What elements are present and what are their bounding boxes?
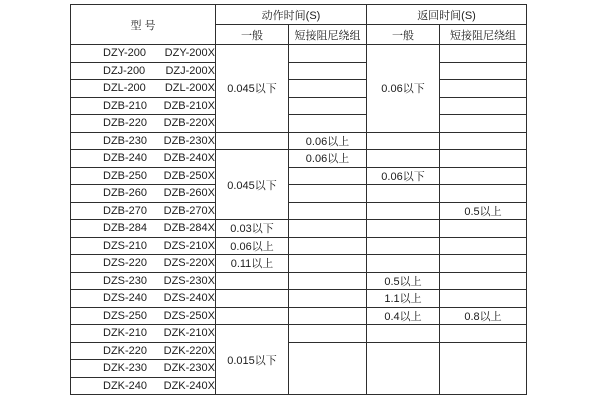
return-damped-cell: 0.8以上 xyxy=(440,307,527,325)
table-row xyxy=(71,202,527,220)
return-damped-cell xyxy=(440,220,527,238)
model-name-x: DZB-284X xyxy=(163,222,215,235)
model-cell xyxy=(71,360,216,378)
model-name: DZK-230 xyxy=(103,362,148,375)
table-row xyxy=(71,220,527,238)
header-return-general: 一般 xyxy=(367,25,440,45)
header-action-time: 动作时间(S) xyxy=(216,5,367,25)
return-damped-cell xyxy=(440,80,527,98)
action-damped-cell xyxy=(289,167,367,185)
model-cell xyxy=(71,80,216,98)
table-row xyxy=(71,115,527,133)
action-damped-cell xyxy=(289,237,367,255)
header-return-damped: 短接阻尼绕组 xyxy=(440,25,527,45)
relay-timing-table-container xyxy=(70,4,527,395)
model-name: DZB-230 xyxy=(103,134,148,147)
action-general-cell xyxy=(216,272,289,290)
model-cell xyxy=(71,307,216,325)
table-row xyxy=(71,255,527,273)
model-name-x: DZS-250X xyxy=(163,309,215,322)
model-name: DZK-240 xyxy=(103,379,148,392)
return-general-cell xyxy=(367,185,440,203)
action-damped-cell xyxy=(289,202,367,220)
model-cell xyxy=(71,290,216,308)
model-cell xyxy=(71,255,216,273)
model-name: DZS-220 xyxy=(103,257,148,270)
return-damped-cell xyxy=(440,150,527,168)
table-row xyxy=(71,290,527,308)
action-general-cell: 0.11以上 xyxy=(216,255,289,273)
model-cell xyxy=(71,167,216,185)
action-general-cell: 0.045以下 xyxy=(216,45,289,133)
return-general-cell xyxy=(367,202,440,220)
model-name: DZB-220 xyxy=(103,117,148,130)
action-damped-cell xyxy=(289,80,367,98)
model-cell xyxy=(71,325,216,343)
table-row xyxy=(71,80,527,98)
table-row xyxy=(71,272,527,290)
model-name-x: DZY-200X xyxy=(164,47,215,60)
action-general-cell: 0.03以下 xyxy=(216,220,289,238)
model-cell xyxy=(71,185,216,203)
model-name-x: DZK-240X xyxy=(163,379,215,392)
action-damped-cell xyxy=(289,115,367,133)
model-cell xyxy=(71,377,216,395)
return-general-cell xyxy=(367,220,440,238)
model-cell xyxy=(71,237,216,255)
action-damped-cell xyxy=(289,255,367,273)
action-damped-cell xyxy=(289,62,367,80)
model-name: DZB-260 xyxy=(103,187,148,200)
action-damped-cell: 0.06以上 xyxy=(289,132,367,150)
return-damped-cell xyxy=(440,237,527,255)
model-name-x: DZB-220X xyxy=(163,117,215,130)
table-row xyxy=(71,307,527,325)
return-general-cell: 0.06以下 xyxy=(367,45,440,133)
header-model: 型 号 xyxy=(71,5,216,45)
return-damped-cell xyxy=(440,342,527,395)
return-damped-cell xyxy=(440,167,527,185)
model-name-x: DZS-230X xyxy=(163,274,215,287)
model-name: DZK-220 xyxy=(103,344,148,357)
action-general-cell xyxy=(216,290,289,308)
model-name-x: DZB-260X xyxy=(163,187,215,200)
header-action-damped: 短接阻尼绕组 xyxy=(289,25,367,45)
table-row xyxy=(71,167,527,185)
return-damped-cell xyxy=(440,255,527,273)
action-general-cell xyxy=(216,307,289,325)
action-damped-cell xyxy=(289,290,367,308)
model-name: DZS-210 xyxy=(103,239,148,252)
model-cell xyxy=(71,202,216,220)
model-cell xyxy=(71,150,216,168)
action-damped-cell xyxy=(289,220,367,238)
model-name: DZJ-200 xyxy=(103,64,146,77)
return-general-cell: 1.1以上 xyxy=(367,290,440,308)
action-general-cell: 0.015以下 xyxy=(216,325,289,395)
table-row xyxy=(71,62,527,80)
model-name-x: DZK-230X xyxy=(163,362,215,375)
action-damped-cell xyxy=(289,45,367,63)
action-damped-cell xyxy=(289,97,367,115)
model-name: DZL-200 xyxy=(103,82,146,95)
table-row xyxy=(71,97,527,115)
action-damped-cell xyxy=(289,272,367,290)
model-name-x: DZS-210X xyxy=(163,239,215,252)
model-name-x: DZB-210X xyxy=(163,99,215,112)
action-general-cell: 0.045以下 xyxy=(216,150,289,220)
return-damped-cell xyxy=(440,97,527,115)
model-name-x: DZS-240X xyxy=(163,292,215,305)
table-row xyxy=(71,150,527,168)
model-name: DZB-250 xyxy=(103,169,148,182)
model-name: DZS-240 xyxy=(103,292,148,305)
header-row-groups xyxy=(71,5,527,25)
return-general-cell xyxy=(367,132,440,150)
model-cell xyxy=(71,272,216,290)
model-name: DZB-210 xyxy=(103,99,148,112)
model-name: DZS-230 xyxy=(103,274,148,287)
model-cell xyxy=(71,132,216,150)
action-damped-cell xyxy=(289,325,367,343)
return-general-cell xyxy=(367,255,440,273)
table-row xyxy=(71,325,527,343)
header-return-time: 返回时间(S) xyxy=(367,5,527,25)
table-row xyxy=(71,185,527,203)
model-name: DZY-200 xyxy=(103,47,147,60)
model-name-x: DZJ-200X xyxy=(165,64,215,77)
action-damped-cell xyxy=(289,307,367,325)
return-damped-cell xyxy=(440,325,527,343)
model-name-x: DZS-220X xyxy=(163,257,215,270)
model-cell xyxy=(71,342,216,360)
model-name-x: DZK-210X xyxy=(163,327,215,340)
model-name: DZB-240 xyxy=(103,152,148,165)
model-name-x: DZB-230X xyxy=(163,134,215,147)
return-general-cell xyxy=(367,237,440,255)
action-general-cell xyxy=(216,132,289,150)
model-name-x: DZK-220X xyxy=(163,344,215,357)
return-general-cell: 0.06以下 xyxy=(367,167,440,185)
return-damped-cell xyxy=(440,185,527,203)
model-name: DZS-250 xyxy=(103,309,148,322)
return-damped-cell xyxy=(440,272,527,290)
model-cell xyxy=(71,97,216,115)
header-action-general: 一般 xyxy=(216,25,289,45)
return-general-cell: 0.5以上 xyxy=(367,272,440,290)
model-name-x: DZB-250X xyxy=(163,169,215,182)
return-damped-cell xyxy=(440,290,527,308)
model-cell xyxy=(71,45,216,63)
action-general-cell: 0.06以上 xyxy=(216,237,289,255)
model-name: DZK-210 xyxy=(103,327,148,340)
table-row xyxy=(71,132,527,150)
model-cell xyxy=(71,115,216,133)
return-damped-cell xyxy=(440,132,527,150)
table-row xyxy=(71,237,527,255)
return-damped-cell xyxy=(440,115,527,133)
return-general-cell xyxy=(367,325,440,343)
return-general-cell xyxy=(367,150,440,168)
table-row xyxy=(71,342,527,360)
model-cell xyxy=(71,220,216,238)
model-cell xyxy=(71,62,216,80)
action-damped-cell xyxy=(289,342,367,395)
relay-timing-spec-table xyxy=(70,4,527,395)
model-name-x: DZL-200X xyxy=(164,82,215,95)
model-name: DZB-284 xyxy=(103,222,148,235)
model-name: DZB-270 xyxy=(103,204,148,217)
return-damped-cell xyxy=(440,45,527,63)
return-general-cell xyxy=(367,342,440,395)
return-damped-cell: 0.5以上 xyxy=(440,202,527,220)
model-name-x: DZB-270X xyxy=(163,204,215,217)
action-damped-cell xyxy=(289,185,367,203)
model-name-x: DZB-240X xyxy=(163,152,215,165)
table-row xyxy=(71,45,527,63)
return-general-cell: 0.4以上 xyxy=(367,307,440,325)
action-damped-cell: 0.06以上 xyxy=(289,150,367,168)
return-damped-cell xyxy=(440,62,527,80)
